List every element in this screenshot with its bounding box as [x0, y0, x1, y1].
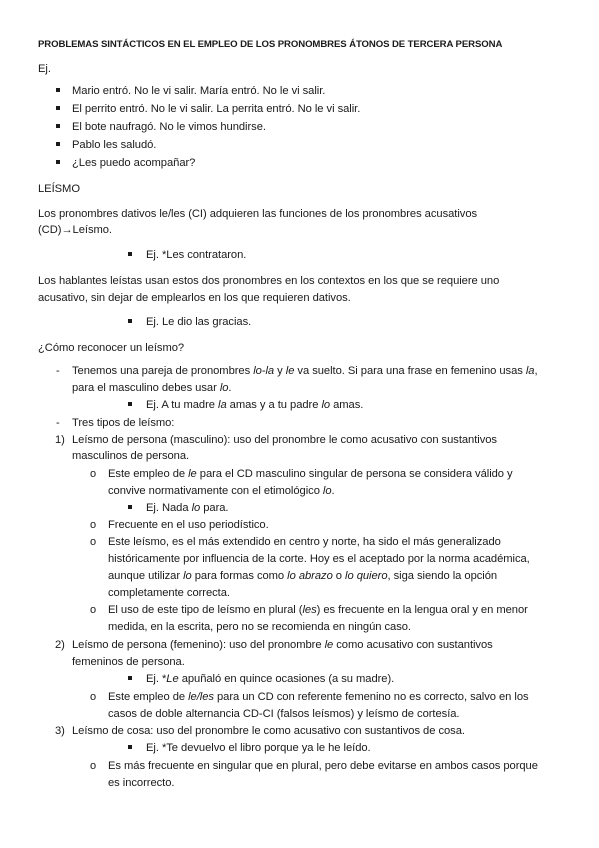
- dash-bullet-icon: -: [56, 365, 60, 377]
- hablantes-text-cont: acusativo, sin dejar de emplearlos en los que requieren dativos.: [38, 292, 351, 304]
- list-number: 2): [55, 639, 65, 651]
- circle-bullet-icon: o: [90, 519, 97, 531]
- example-gracias: Ej. Le dio las gracias.: [146, 316, 252, 328]
- tipo1-text-cont: masculinos de persona.: [72, 450, 190, 462]
- tipo1-sub4: El uso de este tipo de leísmo en plural (les) es frecuente en la lengua oral y en menor: [108, 604, 528, 616]
- leismo-heading: LEÍSMO: [38, 183, 80, 195]
- tipo3-sub1-cont: es incorrecto.: [108, 777, 175, 789]
- hablantes-text: Los hablantes leístas usan estos dos pronombres en los contextos en los que se requiere uno: [38, 275, 500, 287]
- dash-bullet-icon: -: [56, 417, 60, 429]
- example-nada: Ej. Nada lo para.: [146, 502, 229, 514]
- square-bullet-icon: [128, 745, 132, 749]
- circle-bullet-icon: o: [90, 536, 97, 548]
- square-bullet-icon: [56, 160, 60, 164]
- tipo1-sub2: Frecuente en el uso periodístico.: [108, 519, 269, 531]
- square-bullet-icon: [128, 319, 132, 323]
- dash-item-pareja: Tenemos una pareja de pronombres lo-la y le va suelto. Si para una frase en femenino usas la,: [72, 365, 538, 377]
- list-item: El perrito entró. No le vi salir. La perrita entró. No le vi salir.: [72, 103, 361, 115]
- tipo3-text: Leísmo de cosa: uso del pronombre le como acusativo con sustantivos de cosa.: [72, 725, 465, 737]
- square-bullet-icon: [128, 505, 132, 509]
- tipo1-sub4-cont: medida, en la escrita, pero no se recomienda en ningún caso.: [108, 621, 411, 633]
- example-libro: Ej. *Te devuelvo el libro porque ya le he leído.: [146, 742, 371, 754]
- circle-bullet-icon: o: [90, 468, 97, 480]
- square-bullet-icon: [128, 676, 132, 680]
- list-item: ¿Les puedo acompañar?: [72, 157, 196, 169]
- list-item: Mario entró. No le vi salir. María entró. No le vi salir.: [72, 85, 326, 97]
- tipo1-text: Leísmo de persona (masculino): uso del pronombre le como acusativo con sustantivos: [72, 434, 497, 446]
- list-number: 1): [55, 434, 65, 446]
- tipo1-sub1-cont: convive normativamente con el etimológico lo.: [108, 485, 335, 497]
- example-contrataron: Ej. *Les contrataron.: [146, 249, 247, 261]
- tipo2-sub1: Este empleo de le/les para un CD con referente femenino no es correcto, salvo en los: [108, 691, 529, 703]
- square-bullet-icon: [56, 142, 60, 146]
- example-madre: Ej. A tu madre la amas y a tu padre lo amas.: [146, 399, 364, 411]
- example-apunalo: Ej. *Le apuñaló en quince ocasiones (a su madre).: [146, 673, 395, 685]
- document-title: PROBLEMAS SINTÁCTICOS EN EL EMPLEO DE LOS PRONOMBRES ÁTONOS DE TERCERA PERSONA: [38, 39, 503, 50]
- square-bullet-icon: [56, 88, 60, 92]
- dash-item-pareja-cont: para el masculino debes usar lo.: [72, 382, 232, 394]
- list-number: 3): [55, 725, 65, 737]
- tipo1-sub3-cont: aunque utilizar lo para formas como lo abrazo o lo quiero, siga siendo la opción: [108, 570, 498, 582]
- square-bullet-icon: [128, 252, 132, 256]
- circle-bullet-icon: o: [90, 691, 97, 703]
- reconocer-heading: ¿Cómo reconocer un leísmo?: [38, 342, 185, 354]
- square-bullet-icon: [56, 124, 60, 128]
- tipo3-sub1: Es más frecuente en singular que en plural, pero debe evitarse en ambos casos porque: [108, 760, 538, 772]
- tipo1-sub3-cont: históricamente por influencia de la corte. Hoy es el aceptado por la norma académica,: [108, 553, 530, 565]
- intro-text: Los pronombres dativos le/les (CI) adquieren las funciones de los pronombres acusativos: [38, 208, 478, 220]
- circle-bullet-icon: o: [90, 604, 97, 616]
- square-bullet-icon: [56, 106, 60, 110]
- tipo1-sub1: Este empleo de le para el CD masculino singular de persona se considera válido y: [108, 468, 513, 480]
- dash-item-tipos: Tres tipos de leísmo:: [72, 417, 175, 429]
- tipo2-text: Leísmo de persona (femenino): uso del pronombre le como acusativo con sustantivos: [72, 639, 493, 651]
- tipo2-text-cont: femeninos de persona.: [72, 656, 185, 668]
- tipo1-sub3-cont: completamente correcta.: [108, 587, 230, 599]
- intro-text-cont: (CD)→Leísmo.: [38, 224, 112, 236]
- circle-bullet-icon: o: [90, 760, 97, 772]
- list-item: Pablo les saludó.: [72, 139, 157, 151]
- list-item: El bote naufragó. No le vimos hundirse.: [72, 121, 266, 133]
- square-bullet-icon: [128, 402, 132, 406]
- tipo1-sub3: Este leísmo, es el más extendido en centro y norte, ha sido el más generalizado: [108, 536, 501, 548]
- tipo2-sub1-cont: casos de doble alternancia CD-CI (falsos leísmos) y leísmo de cortesía.: [108, 708, 460, 720]
- ej-label: Ej.: [38, 63, 51, 75]
